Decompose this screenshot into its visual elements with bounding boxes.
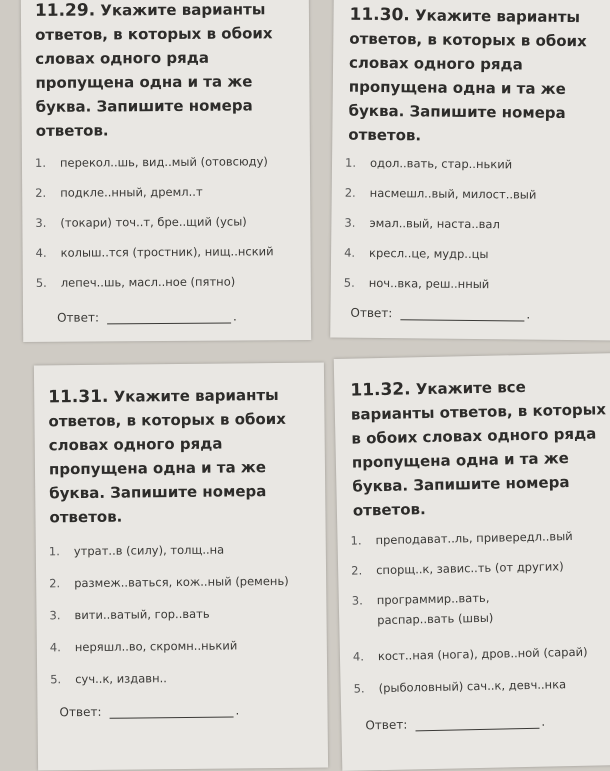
- option-4: [37, 634, 327, 657]
- option-text: лепеч..шь, масл..ное (пятно): [60, 274, 236, 290]
- option-number: 4.: [344, 245, 356, 260]
- option-number: 4.: [352, 649, 365, 664]
- option-number: 2.: [351, 563, 363, 578]
- option-5: [331, 273, 610, 296]
- answer-field[interactable]: [415, 716, 539, 732]
- option-text: программир..вать, распар..вать (швы): [376, 590, 494, 628]
- task-statement: [350, 373, 610, 522]
- option-2: [338, 555, 610, 581]
- option-1: [337, 525, 610, 551]
- task-statement: [348, 3, 610, 150]
- option-5: [37, 666, 327, 689]
- option-number: 3.: [351, 593, 363, 608]
- answer-row: [59, 703, 239, 719]
- option-3: [339, 586, 564, 631]
- answer-end: .: [526, 307, 531, 322]
- option-text: перекол..шь, вид..мый (отовсюду): [59, 154, 268, 170]
- task-number: 11.30.: [349, 4, 410, 26]
- option-text: эмал..вый, наста..вал: [369, 215, 500, 232]
- task-number: 11.29.: [34, 0, 96, 21]
- option-text: кост..ная (нога), дров..ной (сарай): [377, 644, 588, 664]
- option-number: 5.: [50, 672, 62, 687]
- option-text: преподават..ль, привередл..вый: [375, 529, 573, 548]
- option-3: [331, 213, 610, 236]
- option-4: [331, 243, 610, 266]
- answer-end: .: [541, 714, 546, 729]
- option-number: 5.: [343, 275, 355, 290]
- option-4: [340, 641, 610, 667]
- task-instruction: Укажите все варианты ответов, в которых в обоих словах одного ряда пропущена одна и та же буква. Запишите номера ответов.: [350, 377, 607, 520]
- answer-end: .: [235, 703, 240, 718]
- option-3: [22, 211, 310, 233]
- option-text: (рыболовный) сач..к, девч..нка: [378, 677, 567, 696]
- option-text: суч..к, издавн..: [75, 671, 167, 687]
- option-text: (токари) точ..т, бре..щий (усы): [60, 214, 247, 230]
- answer-field[interactable]: [109, 704, 233, 718]
- option-5: [23, 271, 311, 293]
- option-text: кресл..це, мудр..цы: [369, 245, 489, 262]
- option-number: 5.: [35, 275, 47, 290]
- answer-row: [57, 310, 237, 325]
- option-number: 3.: [49, 608, 61, 623]
- option-text: ноч..вка, реш..нный: [368, 275, 490, 292]
- option-number: 2.: [35, 185, 47, 200]
- option-number: 4.: [49, 640, 61, 655]
- answer-label: Ответ:: [56, 310, 100, 325]
- answer-label: Ответ:: [350, 305, 393, 321]
- task-card-11-29: [21, 0, 311, 342]
- option-number: 3.: [344, 215, 356, 230]
- task-instruction: Укажите варианты ответов, в которых в обоих словах одного ряда пропущена одна и та же буква. Запишите номера ответов.: [35, 0, 273, 140]
- option-number: 5.: [353, 681, 365, 696]
- option-2: [36, 570, 326, 593]
- task-statement: [48, 383, 319, 530]
- option-text: размеж..ваться, кож..ный (ремень): [74, 573, 289, 591]
- option-text: неряшл..во, скромн..нький: [74, 638, 238, 655]
- option-text: подкле..нный, дремл..т: [60, 184, 203, 200]
- option-2: [22, 181, 310, 203]
- option-1: [22, 151, 310, 173]
- option-text: насмешл..вый, милост..вый: [369, 185, 537, 202]
- answer-row: [350, 306, 530, 322]
- answer-row: [365, 715, 545, 733]
- option-number: 3.: [35, 215, 47, 230]
- option-number: 1.: [344, 155, 357, 170]
- option-number: 4.: [35, 245, 47, 260]
- task-card-11-32: [334, 353, 610, 771]
- option-5: [340, 673, 610, 699]
- task-instruction: Укажите варианты ответов, в которых в обоих словах одного ряда пропущена одна и та же буква. Запишите номера ответов.: [48, 385, 287, 527]
- option-4: [23, 241, 311, 263]
- task-statement: [35, 0, 308, 143]
- option-3: [36, 602, 326, 625]
- option-text: утрат..в (силу), толщ..на: [73, 542, 225, 559]
- option-1: [36, 538, 326, 561]
- option-number: 2.: [344, 185, 356, 200]
- answer-end: .: [232, 309, 237, 324]
- option-1: [332, 153, 610, 176]
- option-number: 1.: [48, 544, 60, 559]
- answer-field[interactable]: [107, 311, 231, 325]
- option-number: 2.: [49, 576, 61, 591]
- task-number: 11.31.: [48, 386, 109, 408]
- option-text: колыш..тся (тростник), нищ..нский: [60, 244, 274, 260]
- option-number: 1.: [34, 155, 47, 170]
- option-text: вити..ватый, гор..вать: [74, 606, 210, 623]
- task-card-11-31: [34, 362, 328, 770]
- answer-label: Ответ:: [59, 704, 102, 720]
- option-text: спорщ..к, завис..ть (от других): [376, 559, 564, 578]
- task-number: 11.32.: [350, 379, 411, 401]
- task-instruction: Укажите варианты ответов, в которых в обоих словах одного ряда пропущена одна и та же буква. Запишите номера ответов.: [348, 6, 587, 145]
- task-card-11-30: [330, 0, 610, 340]
- answer-label: Ответ:: [365, 717, 408, 733]
- option-2: [332, 183, 610, 206]
- answer-field[interactable]: [400, 307, 524, 321]
- option-number: 1.: [350, 533, 362, 548]
- option-text: одол..вать, стар..нький: [369, 155, 513, 172]
